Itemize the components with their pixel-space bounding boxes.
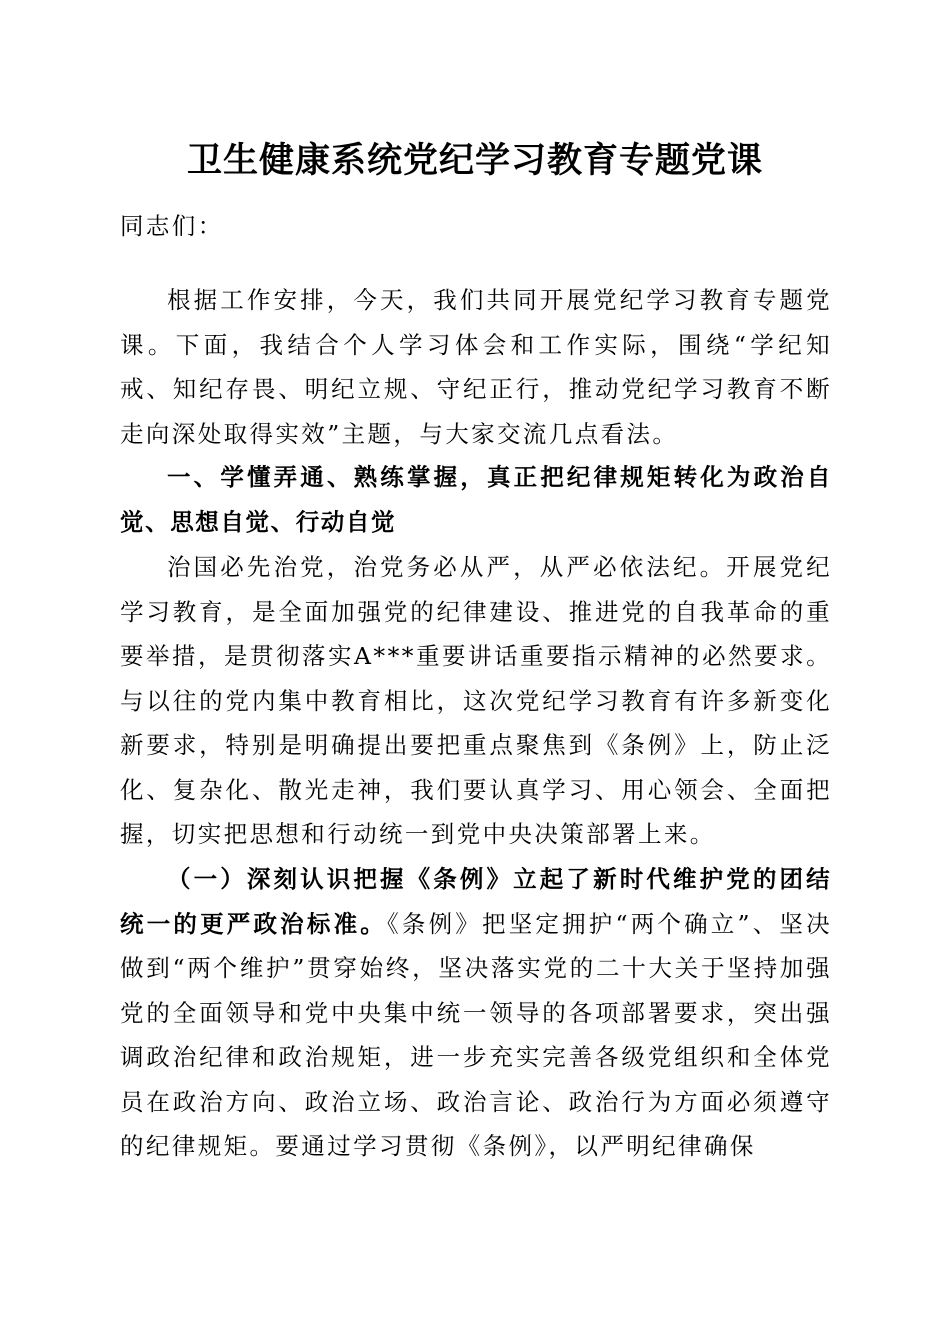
section-heading-1: 一、学懂弄通、熟练掌握，真正把纪律规矩转化为政治自觉、思想自觉、行动自觉	[120, 463, 832, 536]
paragraph-intro: 根据工作安排，今天，我们共同开展党纪学习教育专题党课。下面，我结合个人学习体会和工作实际，围绕“学纪知戒、知纪存畏、明纪立规、守纪正行，推动党纪学习教育不断走向深处取得实效”主题，与大家交流几点看法。	[120, 286, 832, 448]
paragraph-section-1: 治国必先治党，治党务必从严，从严必依法纪。开展党纪学习教育，是全面加强党的纪律建设、推进党的自我革命的重要举措，是贯彻落实A***重要讲话重要指示精神的必然要求。与以往的党内集中教育相比，这次党纪学习教育有许多新变化新要求，特别是明确提出要把重点聚焦到《条例》上，防止泛化、复杂化、散光走神，我们要认真学习、用心领会、全面把握，切实把思想和行动统一到党中央决策部署上来。	[120, 553, 832, 848]
subsection-body: 《条例》把坚定拥护“两个确立”、坚决做到“两个维护”贯穿始终，坚决落实党的二十大关于坚持加强党的全面领导和党中央集中统一领导的各项部署要求，突出强调政治纪律和政治规矩，进一步充实完善各级党组织和全体党员在政治方向、政治立场、政治言论、政治行为方面必须遵守的纪律规矩。要通过学习贯彻《条例》，以严明纪律确保	[120, 909, 832, 1160]
subsection-lead: （一）深刻认识把握《条例》立起了新时代维护党的团结统一的更严政治标准。	[120, 865, 832, 938]
salutation: 同志们：	[120, 212, 224, 240]
document-title: 卫生健康系统党纪学习教育专题党课	[186, 140, 763, 181]
paragraph-subsection-1	[120, 857, 832, 1169]
